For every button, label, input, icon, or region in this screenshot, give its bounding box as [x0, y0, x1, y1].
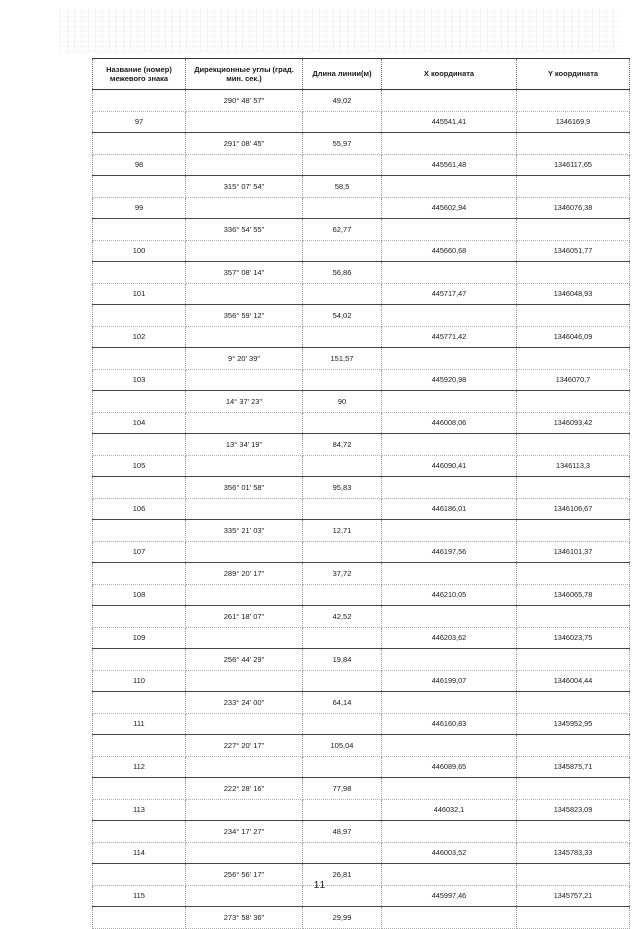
- y-coordinate: 1346065,78: [517, 584, 630, 606]
- length-cell: [303, 584, 382, 606]
- x-coordinate: [382, 563, 517, 585]
- x-coordinate: [382, 821, 517, 843]
- length-cell: [303, 627, 382, 649]
- y-coordinate: 1345757,21: [517, 885, 630, 907]
- direction-angle: 256° 56' 17": [186, 864, 303, 886]
- y-coordinate: 1346106,67: [517, 498, 630, 520]
- point-name: 107: [93, 541, 186, 563]
- angle-cell: [186, 412, 303, 434]
- y-coordinate: [517, 90, 630, 112]
- point-name: 102: [93, 326, 186, 348]
- y-coordinate: 1345952,95: [517, 713, 630, 735]
- segment-row: [93, 477, 630, 499]
- x-coordinate: 446008,06: [382, 412, 517, 434]
- y-coordinate: [517, 649, 630, 671]
- angle-cell: [186, 541, 303, 563]
- direction-angle: 9° 20' 39": [186, 348, 303, 370]
- direction-angle: 356° 59' 12": [186, 305, 303, 327]
- point-row: [93, 584, 630, 606]
- point-name: [93, 778, 186, 800]
- segment-row: [93, 133, 630, 155]
- segment-row: [93, 735, 630, 757]
- point-name: [93, 305, 186, 327]
- direction-angle: 315° 07' 54": [186, 176, 303, 198]
- y-coordinate: 1346093,42: [517, 412, 630, 434]
- length-cell: [303, 369, 382, 391]
- line-length: 48,97: [303, 821, 382, 843]
- point-row: [93, 197, 630, 219]
- y-coordinate: 1345823,09: [517, 799, 630, 821]
- direction-angle: 233° 24' 00": [186, 692, 303, 714]
- x-coordinate: [382, 219, 517, 241]
- angle-cell: [186, 799, 303, 821]
- point-row: [93, 799, 630, 821]
- line-length: 42,52: [303, 606, 382, 628]
- y-coordinate: 1346076,38: [517, 197, 630, 219]
- direction-angle: 227° 20' 17": [186, 735, 303, 757]
- point-name: 113: [93, 799, 186, 821]
- segment-row: [93, 90, 630, 112]
- direction-angle: 290° 48' 57": [186, 90, 303, 112]
- x-coordinate: 446199,07: [382, 670, 517, 692]
- point-name: [93, 606, 186, 628]
- point-name: 106: [93, 498, 186, 520]
- x-coordinate: [382, 520, 517, 542]
- direction-angle: 335° 21' 03": [186, 520, 303, 542]
- x-coordinate: [382, 90, 517, 112]
- line-length: 151,57: [303, 348, 382, 370]
- y-coordinate: [517, 520, 630, 542]
- line-length: 95,83: [303, 477, 382, 499]
- length-cell: [303, 154, 382, 176]
- y-coordinate: 1346004,44: [517, 670, 630, 692]
- length-cell: [303, 412, 382, 434]
- point-name: 104: [93, 412, 186, 434]
- y-coordinate: [517, 821, 630, 843]
- length-cell: [303, 197, 382, 219]
- angle-cell: [186, 670, 303, 692]
- y-coordinate: 1346048,93: [517, 283, 630, 305]
- x-coordinate: [382, 606, 517, 628]
- point-name: 103: [93, 369, 186, 391]
- direction-angle: 14° 37' 23": [186, 391, 303, 413]
- point-name: [93, 649, 186, 671]
- segment-row: [93, 692, 630, 714]
- segment-row: [93, 305, 630, 327]
- point-row: [93, 498, 630, 520]
- point-name: [93, 219, 186, 241]
- x-coordinate: [382, 434, 517, 456]
- x-coordinate: 445771,42: [382, 326, 517, 348]
- line-length: 56,86: [303, 262, 382, 284]
- segment-row: [93, 348, 630, 370]
- point-name: [93, 262, 186, 284]
- angle-cell: [186, 756, 303, 778]
- angle-cell: [186, 326, 303, 348]
- segment-row: [93, 649, 630, 671]
- x-coordinate: [382, 778, 517, 800]
- length-cell: [303, 670, 382, 692]
- y-coordinate: [517, 133, 630, 155]
- boundary-points-table: [92, 58, 630, 929]
- x-coordinate: [382, 348, 517, 370]
- point-name: [93, 477, 186, 499]
- y-coordinate: [517, 606, 630, 628]
- x-coordinate: [382, 305, 517, 327]
- segment-row: [93, 176, 630, 198]
- point-name: 97: [93, 111, 186, 133]
- direction-angle: 357° 08' 14": [186, 262, 303, 284]
- x-coordinate: 445660,68: [382, 240, 517, 262]
- line-length: 19,84: [303, 649, 382, 671]
- point-name: [93, 692, 186, 714]
- point-name: 112: [93, 756, 186, 778]
- length-cell: [303, 842, 382, 864]
- segment-row: [93, 563, 630, 585]
- point-name: 100: [93, 240, 186, 262]
- x-coordinate: 445997,46: [382, 885, 517, 907]
- point-name: [93, 434, 186, 456]
- x-coordinate: 446090,41: [382, 455, 517, 477]
- header-row: [93, 59, 630, 90]
- header-x: X координата: [382, 59, 517, 90]
- point-row: [93, 326, 630, 348]
- segment-row: [93, 262, 630, 284]
- point-name: [93, 176, 186, 198]
- y-coordinate: 1346169,9: [517, 111, 630, 133]
- direction-angle: 273° 58' 36": [186, 907, 303, 929]
- segment-row: [93, 520, 630, 542]
- y-coordinate: [517, 219, 630, 241]
- y-coordinate: 1346046,09: [517, 326, 630, 348]
- x-coordinate: 446032,1: [382, 799, 517, 821]
- point-name: [93, 520, 186, 542]
- direction-angle: 289° 20' 17": [186, 563, 303, 585]
- x-coordinate: 446197,56: [382, 541, 517, 563]
- point-name: 114: [93, 842, 186, 864]
- x-coordinate: [382, 176, 517, 198]
- angle-cell: [186, 283, 303, 305]
- point-name: 108: [93, 584, 186, 606]
- point-name: 98: [93, 154, 186, 176]
- angle-cell: [186, 240, 303, 262]
- point-row: [93, 154, 630, 176]
- y-coordinate: 1346070,7: [517, 369, 630, 391]
- y-coordinate: [517, 434, 630, 456]
- header-angles: Дирекционные углы (град. мин. сек.): [186, 59, 303, 90]
- direction-angle: 13° 34' 19": [186, 434, 303, 456]
- segment-row: [93, 219, 630, 241]
- x-coordinate: 445920,98: [382, 369, 517, 391]
- x-coordinate: 446203,62: [382, 627, 517, 649]
- y-coordinate: [517, 735, 630, 757]
- point-name: [93, 90, 186, 112]
- length-cell: [303, 283, 382, 305]
- length-cell: [303, 713, 382, 735]
- y-coordinate: [517, 778, 630, 800]
- point-row: [93, 842, 630, 864]
- point-name: [93, 133, 186, 155]
- header-y: Y координата: [517, 59, 630, 90]
- angle-cell: [186, 713, 303, 735]
- x-coordinate: 445541,41: [382, 111, 517, 133]
- length-cell: [303, 111, 382, 133]
- x-coordinate: 445602,94: [382, 197, 517, 219]
- line-length: 37,72: [303, 563, 382, 585]
- y-coordinate: [517, 907, 630, 929]
- line-length: 84,72: [303, 434, 382, 456]
- line-length: 12,71: [303, 520, 382, 542]
- point-name: [93, 348, 186, 370]
- point-name: 115: [93, 885, 186, 907]
- line-length: 29,99: [303, 907, 382, 929]
- point-name: [93, 821, 186, 843]
- line-length: 62,77: [303, 219, 382, 241]
- point-row: [93, 369, 630, 391]
- angle-cell: [186, 584, 303, 606]
- point-row: [93, 412, 630, 434]
- header-name: Название (номер) межевого знака: [93, 59, 186, 90]
- x-coordinate: [382, 391, 517, 413]
- y-coordinate: [517, 692, 630, 714]
- line-length: 90: [303, 391, 382, 413]
- angle-cell: [186, 369, 303, 391]
- y-coordinate: [517, 477, 630, 499]
- point-row: [93, 670, 630, 692]
- direction-angle: 336° 54' 55": [186, 219, 303, 241]
- x-coordinate: 446003,52: [382, 842, 517, 864]
- angle-cell: [186, 111, 303, 133]
- point-name: [93, 735, 186, 757]
- x-coordinate: 446210,05: [382, 584, 517, 606]
- length-cell: [303, 240, 382, 262]
- x-coordinate: 445561,48: [382, 154, 517, 176]
- segment-row: [93, 391, 630, 413]
- x-coordinate: 446160,83: [382, 713, 517, 735]
- x-coordinate: 446089,65: [382, 756, 517, 778]
- point-name: [93, 907, 186, 929]
- direction-angle: 256° 44' 29": [186, 649, 303, 671]
- length-cell: [303, 498, 382, 520]
- y-coordinate: 1346101,37: [517, 541, 630, 563]
- x-coordinate: [382, 133, 517, 155]
- header-length: Длина линии(м): [303, 59, 382, 90]
- y-coordinate: 1346023,75: [517, 627, 630, 649]
- segment-row: [93, 821, 630, 843]
- point-row: [93, 240, 630, 262]
- x-coordinate: [382, 735, 517, 757]
- y-coordinate: 1346051,77: [517, 240, 630, 262]
- table-body: [93, 90, 630, 929]
- length-cell: [303, 756, 382, 778]
- y-coordinate: [517, 305, 630, 327]
- point-row: [93, 541, 630, 563]
- y-coordinate: 1345783,33: [517, 842, 630, 864]
- x-coordinate: [382, 477, 517, 499]
- x-coordinate: 445717,47: [382, 283, 517, 305]
- y-coordinate: 1346113,3: [517, 455, 630, 477]
- length-cell: [303, 326, 382, 348]
- y-coordinate: 1346117,65: [517, 154, 630, 176]
- direction-angle: 356° 01' 58": [186, 477, 303, 499]
- point-name: 109: [93, 627, 186, 649]
- point-row: [93, 283, 630, 305]
- point-name: 99: [93, 197, 186, 219]
- angle-cell: [186, 498, 303, 520]
- x-coordinate: [382, 907, 517, 929]
- point-row: [93, 455, 630, 477]
- line-length: 54,02: [303, 305, 382, 327]
- x-coordinate: [382, 262, 517, 284]
- point-name: 105: [93, 455, 186, 477]
- line-length: 58,5: [303, 176, 382, 198]
- angle-cell: [186, 154, 303, 176]
- x-coordinate: [382, 649, 517, 671]
- point-row: [93, 627, 630, 649]
- line-length: 49,02: [303, 90, 382, 112]
- segment-row: [93, 907, 630, 929]
- length-cell: [303, 541, 382, 563]
- page-number: 11: [313, 880, 327, 891]
- point-name: 110: [93, 670, 186, 692]
- segment-row: [93, 778, 630, 800]
- point-row: [93, 756, 630, 778]
- direction-angle: 261° 18' 07": [186, 606, 303, 628]
- point-name: 101: [93, 283, 186, 305]
- y-coordinate: [517, 262, 630, 284]
- scan-noise: [60, 8, 620, 52]
- direction-angle: 222° 28' 16": [186, 778, 303, 800]
- length-cell: [303, 799, 382, 821]
- x-coordinate: [382, 692, 517, 714]
- angle-cell: [186, 627, 303, 649]
- x-coordinate: 446186,01: [382, 498, 517, 520]
- direction-angle: 291° 08' 45": [186, 133, 303, 155]
- line-length: 105,04: [303, 735, 382, 757]
- direction-angle: 234° 17' 27": [186, 821, 303, 843]
- line-length: 64,14: [303, 692, 382, 714]
- y-coordinate: [517, 563, 630, 585]
- line-length: 55,97: [303, 133, 382, 155]
- segment-row: [93, 606, 630, 628]
- point-row: [93, 713, 630, 735]
- line-length: 77,98: [303, 778, 382, 800]
- angle-cell: [186, 197, 303, 219]
- y-coordinate: [517, 176, 630, 198]
- y-coordinate: [517, 348, 630, 370]
- y-coordinate: [517, 391, 630, 413]
- segment-row: [93, 434, 630, 456]
- line-length: 26,81: [303, 864, 382, 886]
- length-cell: [303, 455, 382, 477]
- angle-cell: [186, 842, 303, 864]
- angle-cell: [186, 455, 303, 477]
- table-header: [93, 59, 630, 90]
- point-name: [93, 391, 186, 413]
- point-row: [93, 111, 630, 133]
- point-name: 111: [93, 713, 186, 735]
- point-name: [93, 563, 186, 585]
- y-coordinate: 1345875,71: [517, 756, 630, 778]
